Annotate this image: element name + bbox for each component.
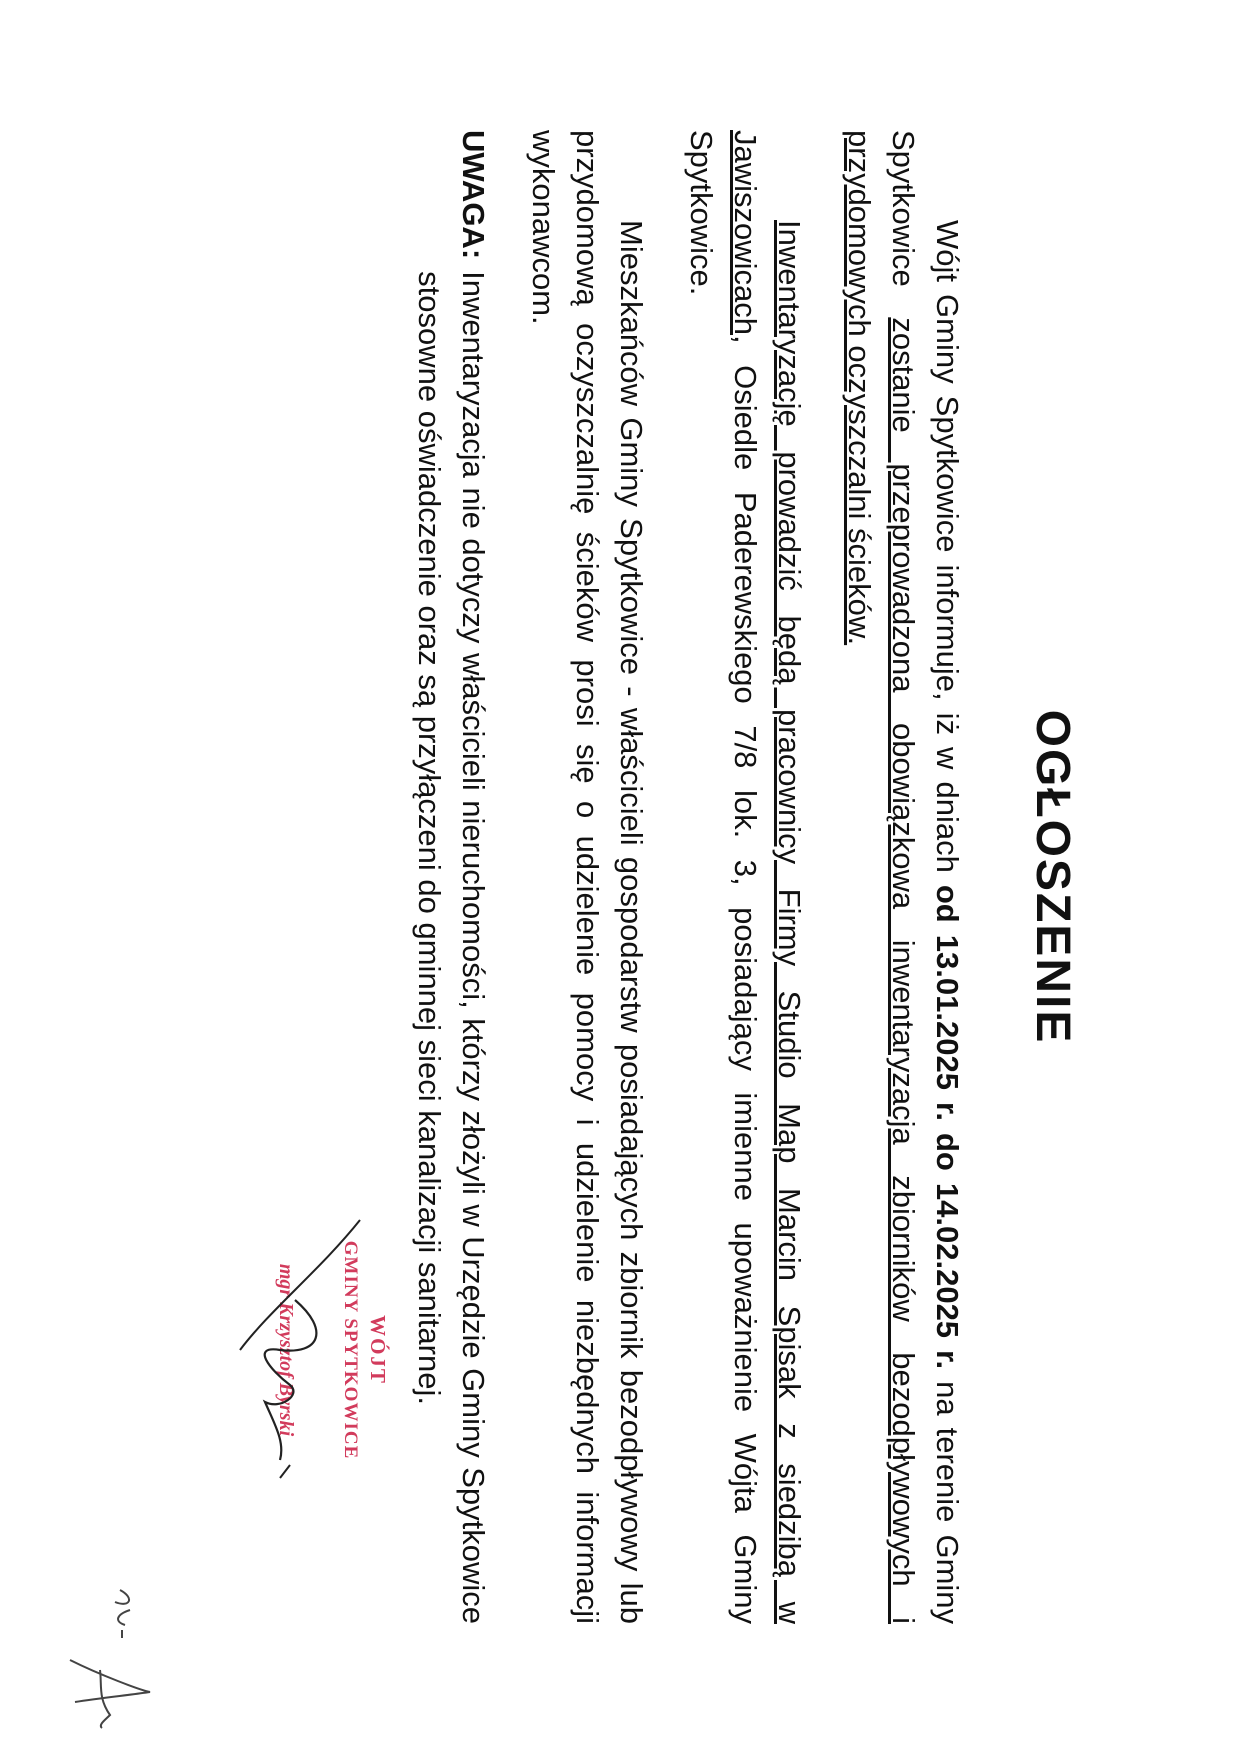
stamp-line-title: WÓJT xyxy=(366,1315,390,1385)
official-stamp xyxy=(190,1180,390,1520)
p1-underlined-text: zostanie przeprowadzona obowiązkowa inwentaryzacja zbiorników bezodpływowych i przydomowych oczyszczalni ścieków. xyxy=(842,130,921,1625)
paragraph-contractor xyxy=(679,130,811,1624)
p1-text-1: Wójt Gminy Spytkowice informuje, iż w dniach xyxy=(930,220,965,885)
stamp-line-office: GMINY SPYTKOWICE xyxy=(340,1240,361,1460)
p1-date-range: od 13.01.2025 r. do 14.02.2025 r. xyxy=(930,884,965,1370)
stamp-line-name: mgr Krzysztof Byrski xyxy=(275,1263,297,1437)
p1-text-3: na terenie Gminy Spytkowice xyxy=(886,130,965,1625)
notice-label: UWAGA: xyxy=(456,130,491,260)
announcement-title: OGŁOSZENIE xyxy=(1026,709,1079,1045)
p2-text-2: , Osiedle Paderewskiego 7/8 lok. 3, posiadający imienne upoważnienie Wójta Gminy Spytkowice. xyxy=(684,130,763,1624)
notice-block xyxy=(407,130,495,1624)
paragraph-inventory-dates xyxy=(837,130,969,1624)
paragraph-residents-request: Mieszkańców Gminy Spytkowice - właścicieli gospodarstw posiadających zbiornik bezodpływowy lub przydomową oczyszczalnię ścieków prosi się o udzielenie pomocy i udzielenie niezbędnych informacji wykonawcom. xyxy=(526,130,649,1624)
p2-underlined-text: Inwentaryzację prowadzić będą pracownicy Firmy Studio Map Marcin Spisak z siedzibą w Jawiszowicach xyxy=(728,130,807,1624)
signature-icon xyxy=(190,1180,390,1520)
notice-text: Inwentaryzacja nie dotyczy właścicieli nieruchomości, którzy złożyli w Urzędzie Gminy Spytkowice stosowne oświadczenie oraz są przyłączeni do gminnej sieci kanalizacji sanitarnej. xyxy=(412,271,491,1624)
initials-icon xyxy=(50,1580,160,1730)
